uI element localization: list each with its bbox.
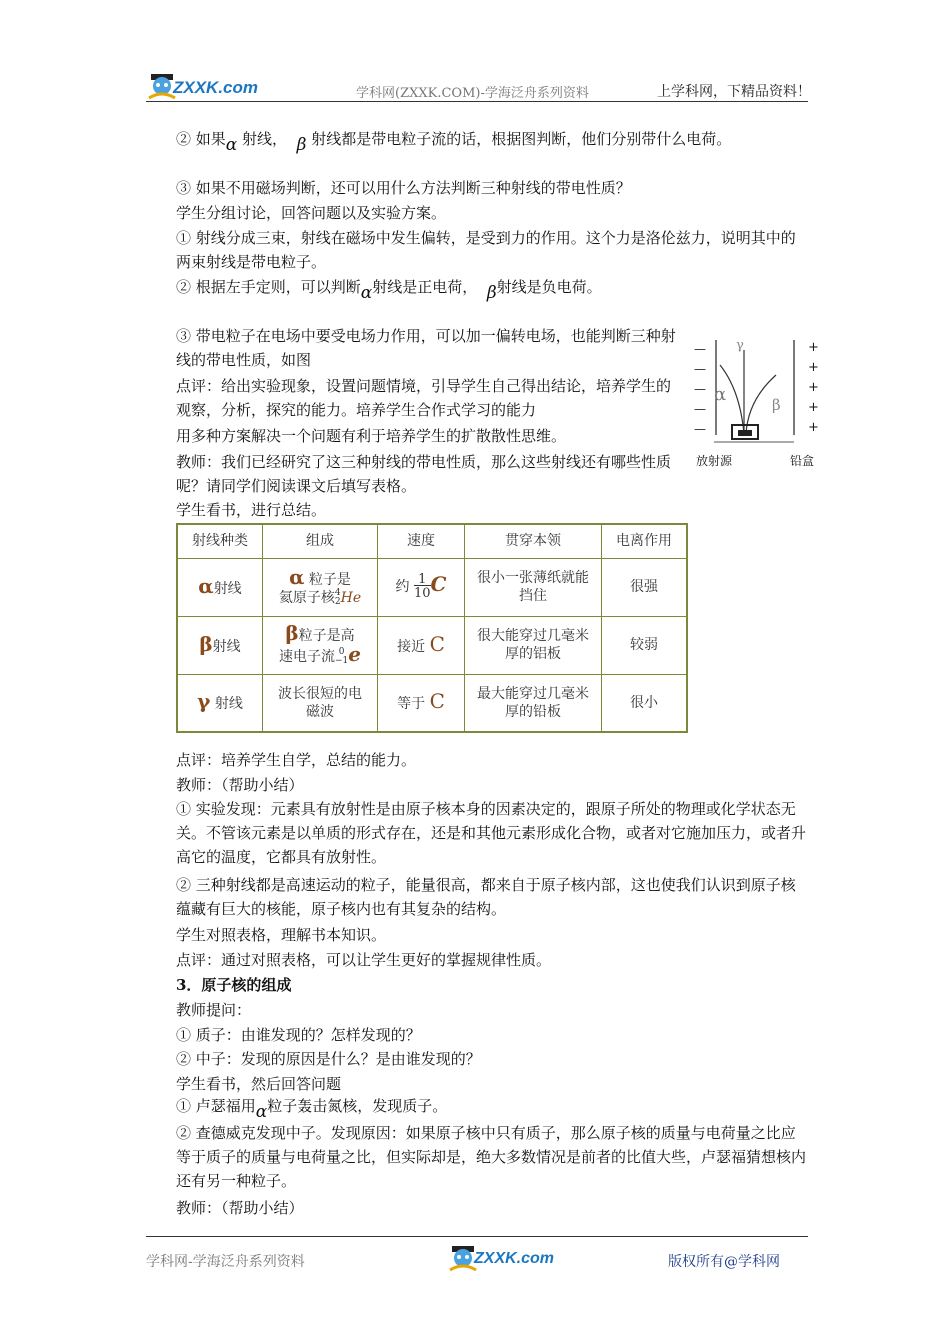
ray-type-cell: β射线 <box>177 616 263 674</box>
teacher-question: 教师：我们已经研究了这三种射线的带电性质，那么这些射线还有哪些性质呢？请同学们阅读课文后填写表格。 <box>176 453 672 495</box>
minus-sign: — <box>694 402 706 416</box>
plus-sign: + <box>808 340 819 355</box>
question-proton: ① 质子：由谁发现的？怎样发现的？ <box>176 1026 421 1044</box>
table-row <box>177 616 687 674</box>
table-header: 电离作用 <box>602 524 688 558</box>
minus-sign: — <box>694 342 706 356</box>
composition-cell: β粒子是高 速电子流 0 −1e <box>263 616 378 674</box>
ray-type-cell: γ 射线 <box>177 674 263 732</box>
table-header: 组成 <box>263 524 378 558</box>
section-3-title: 3．原子核的组成 <box>176 976 292 994</box>
penetration-cell: 很大能穿过几毫米厚的铝板 <box>465 616 602 674</box>
q3: ③ 如果不用磁场判断，还可以用什么方法判断三种射线的带电性质？ <box>176 179 631 197</box>
answer-2: ② 根据左手定则，可以判断α射线是正电荷， β射线是负电荷。 <box>176 278 602 303</box>
compare-table: 学生对照表格，理解书本知识。 <box>176 926 387 944</box>
header-rule <box>146 101 808 102</box>
question-neutron: ② 中子：发现的原因是什么？是由谁发现的？ <box>176 1050 481 1068</box>
answer-1: ① 射线分成三束，射线在磁场中发生偏转，是受到力的作用。这个力是洛伦兹力，说明其中的两束射线是带电粒子。 <box>176 229 796 271</box>
alpha-label: α <box>714 384 727 405</box>
plus-sign: + <box>808 360 819 375</box>
composition-cell: 波长很短的电磁波 <box>263 674 378 732</box>
logo-text: ZXXK.com <box>173 78 259 97</box>
speed-cell: 约 $\frac{1}{10}C$ <box>378 558 465 616</box>
answer-proton: ① 卢瑟福用α粒子轰击氮核，发现质子。 <box>176 1097 448 1122</box>
ionization-cell: 很强 <box>602 558 688 616</box>
speed-cell: 等于 C <box>378 674 465 732</box>
table-row <box>177 674 687 732</box>
summary-read: 学生看书，进行总结。 <box>176 501 327 519</box>
footer-rule <box>146 1236 808 1237</box>
beta-label: β <box>772 396 781 414</box>
comment-1: 点评：给出实验现象，设置问题情境，引导学生自己得出结论，培养学生的观察，分析，探究的能力。培养学生合作式学习的能力 <box>176 377 672 419</box>
ray-type-cell: α射线 <box>177 558 263 616</box>
minus-sign: — <box>694 362 706 376</box>
minus-sign: — <box>694 382 706 396</box>
box-label: 铅盒 <box>790 454 815 468</box>
minus-sign: — <box>694 422 706 436</box>
teacher-ask: 教师提问： <box>176 1001 252 1019</box>
table-header: 贯穿本领 <box>465 524 602 558</box>
read-answer: 学生看书，然后回答问题 <box>176 1075 342 1093</box>
comment-2: 点评：培养学生自学，总结的能力。 <box>176 751 417 769</box>
multi-solution: 用多种方案解决一个问题有利于培养学生的扩散散性思维。 <box>176 427 567 445</box>
comment-3: 点评：通过对照表格，可以让学生更好的掌握规律性质。 <box>176 951 552 969</box>
plus-sign: + <box>808 400 819 415</box>
table-row <box>177 558 687 616</box>
q2-line: ② 如果α 射线， β 射线都是带电粒子流的话，根据图判断，他们分别带什么电荷。 <box>176 130 732 155</box>
footer-left: 学科网-学海泛舟系列资料 <box>146 1254 305 1270</box>
penetration-cell: 最大能穿过几毫米厚的铅板 <box>465 674 602 732</box>
table-header: 速度 <box>378 524 465 558</box>
teacher-help-2: 教师：（帮助小结） <box>176 1199 304 1217</box>
footer-right[interactable]: 版权所有@学科网 <box>668 1254 780 1270</box>
ionization-cell: 很小 <box>602 674 688 732</box>
header-logo <box>143 70 259 100</box>
ray-properties-table <box>176 523 688 733</box>
deflection-figure <box>686 330 820 470</box>
table-header-row <box>177 524 687 558</box>
plus-sign: + <box>808 420 819 435</box>
footer-logo <box>444 1242 554 1272</box>
speed-cell: 接近 C <box>378 616 465 674</box>
logo-text: ZXXK.com <box>474 1250 555 1267</box>
penetration-cell: 很小一张薄纸就能挡住 <box>465 558 602 616</box>
answer-neutron: ② 查德威克发现中子。发现原因：如果原子核中只有质子，那么原子核的质量与电荷量之比应等于质子的质量与电荷量之比，但实际却是，绝大多数情况是前者的比值大些，卢瑟福猜想核内还有另一种粒子。 <box>176 1124 807 1190</box>
header-center: 学科网(ZXXK.COM)-学海泛舟系列资料 <box>356 86 589 101</box>
plus-sign: + <box>808 380 819 395</box>
gamma-label: γ <box>736 338 744 353</box>
answer-3: ③ 带电粒子在电场中要受电场力作用，可以加一偏转电场，也能判断三种射线的带电性质，如图 <box>176 327 676 369</box>
composition-cell: α 粒子是 氦原子核4 2He <box>263 558 378 616</box>
experiment-2: ② 三种射线都是高速运动的粒子，能量很高，都来自于原子核内部，这也使我们认识到原子核蕴藏有巨大的核能，原子核内也有其复杂的结构。 <box>176 876 796 918</box>
teacher-help-1: 教师：（帮助小结） <box>176 776 304 794</box>
source-label: 放射源 <box>696 454 733 468</box>
header-right: 上学科网，下精品资料！ <box>657 84 811 100</box>
table-header: 射线种类 <box>177 524 263 558</box>
experiment-1: ① 实验发现：元素具有放射性是由原子核本身的因素决定的，跟原子所处的物理或化学状态无关。不管该元素是以单质的形式存在，还是和其他元素形成化合物，或者对它施加压力，或者升高它的温度，它都具有放射性。 <box>176 800 807 866</box>
discuss: 学生分组讨论，回答问题以及实验方案。 <box>176 204 447 222</box>
ionization-cell: 较弱 <box>602 616 688 674</box>
